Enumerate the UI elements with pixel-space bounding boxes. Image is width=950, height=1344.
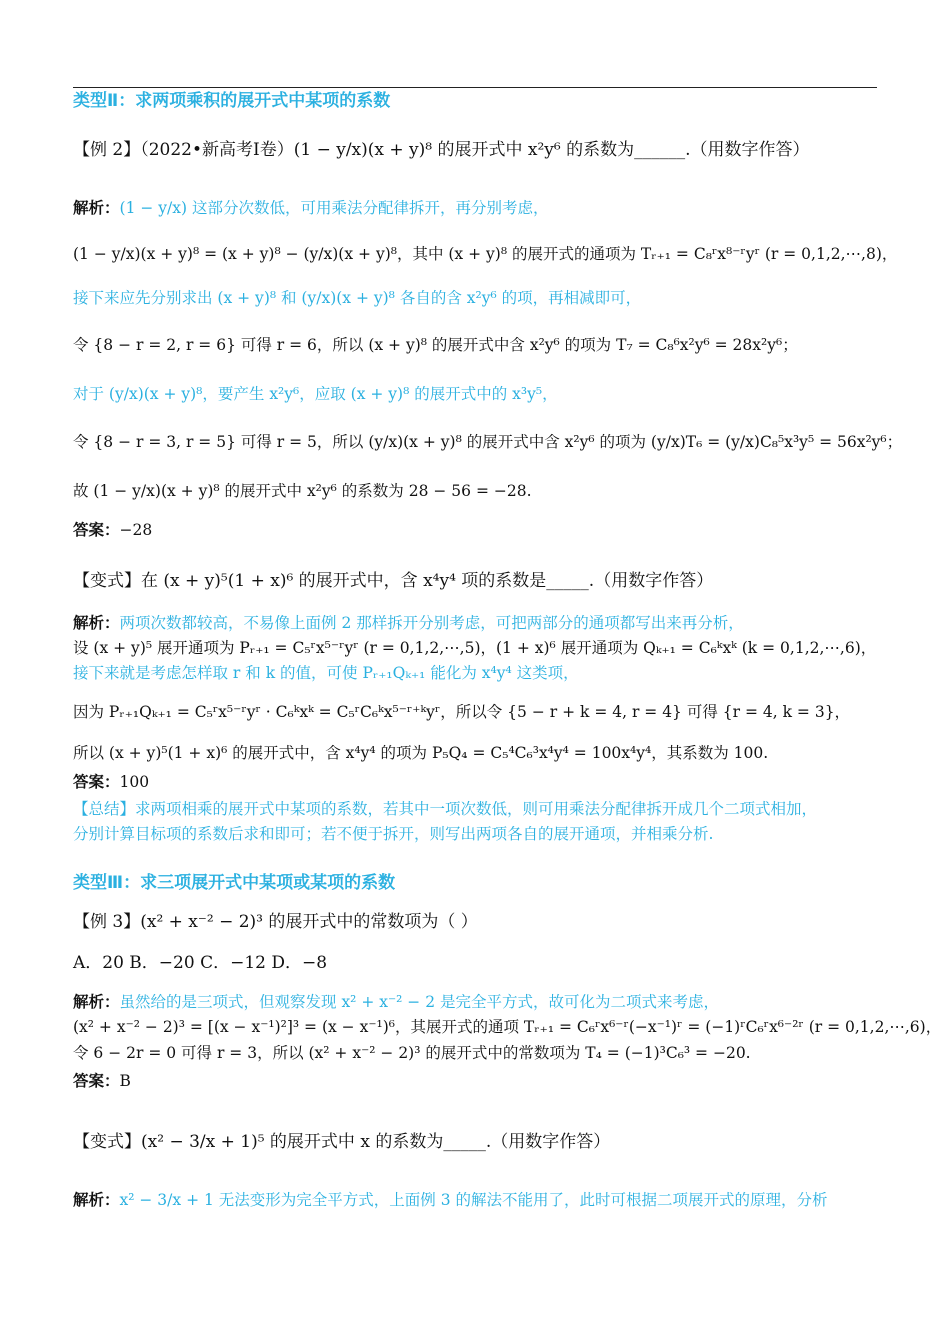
answer-value: −28 <box>119 521 153 539</box>
answer-label: 答案： <box>73 773 120 791</box>
solution-line: 接下来应先分别求出 (x + y)⁸ 和 (y/x)(x + y)⁸ 各自的含 x²y⁶ 的项，再相减即可， <box>73 289 642 307</box>
solution-line <box>73 1190 828 1210</box>
answer-value: 100 <box>119 773 150 791</box>
solution-label: 解析： <box>73 993 120 1011</box>
solution-line <box>73 992 719 1012</box>
solution-text: x² − 3/x + 1 无法变形为完全平方式，上面例 3 的解法不能用了，此时可根据二项展开式的原理，分析 <box>119 1191 828 1209</box>
solution-text: 两项次数都较高，不易像上面例 2 那样拆开分别考虑，可把两部分的通项都写出来再分析， <box>119 614 744 632</box>
answer-line <box>73 520 152 540</box>
summary-line: 分别计算目标项的系数后求和即可；若不便于拆开，则写出两项各自的展开通项，并相乘分析. <box>73 825 714 843</box>
solution-line: 设 (x + y)⁵ 展开通项为 Pᵣ₊₁ = C₅ʳx⁵⁻ʳyʳ (r = 0,1,2,⋯,5)，(1 + x)⁶ 展开通项为 Qₖ₊₁ = C₆ᵏxᵏ (k = 0,1,2,⋯,6)， <box>73 639 877 657</box>
answer-line <box>73 1071 131 1091</box>
solution-line: 接下来就是考虑怎样取 r 和 k 的值，可使 Pᵣ₊₁Qₖ₊₁ 能化为 x⁴y⁴ 这类项， <box>73 664 579 682</box>
solution-line: 故 (1 − y/x)(x + y)⁸ 的展开式中 x²y⁶ 的系数为 28 − 56 = −28. <box>73 482 532 500</box>
solution-text: (1 − y/x) 这部分次数低，可用乘法分配律拆开，再分别考虑， <box>119 199 549 217</box>
variant-question: 【变式】在 (x + y)⁵(1 + x)⁶ 的展开式中，含 x⁴y⁴ 项的系数是_____.（用数字作答） <box>73 571 714 591</box>
answer-label: 答案： <box>73 521 120 539</box>
solution-line: 对于 (y/x)(x + y)⁸，要产生 x²y⁶，应取 (x + y)⁸ 的展开式中的 x³y⁵， <box>73 385 558 403</box>
section-heading-type-3: 类型Ⅲ：求三项展开式中某项或某项的系数 <box>73 873 396 893</box>
solution-line <box>73 198 548 218</box>
section-heading-type-2: 类型Ⅱ：求两项乘积的展开式中某项的系数 <box>73 91 391 111</box>
solution-label: 解析： <box>73 199 120 217</box>
summary-line <box>73 799 817 819</box>
solution-line: 所以 (x + y)⁵(1 + x)⁶ 的展开式中，含 x⁴y⁴ 的项为 P₅Q₄ = C₅⁴C₆³x⁴y⁴ = 100x⁴y⁴，其系数为 100. <box>73 744 769 762</box>
top-rule <box>73 87 877 88</box>
solution-label: 解析： <box>73 1191 120 1209</box>
summary-text: 求两项相乘的展开式中某项的系数，若其中一项次数低，则可用乘法分配律拆开成几个二项式相加， <box>135 800 818 818</box>
solution-text: 虽然给的是三项式，但观察发现 x² + x⁻² − 2 是完全平方式，故可化为二项式来考虑， <box>119 993 720 1011</box>
solution-line: (x² + x⁻² − 2)³ = [(x − x⁻¹)²]³ = (x − x⁻¹)⁶，其展开式的通项 Tᵣ₊₁ = C₆ʳx⁶⁻ʳ(−x⁻¹)ʳ = (−1)ʳC₆ʳx⁶⁻²ʳ (r = 0,1,2,⋯,6)， <box>73 1018 942 1036</box>
solution-line: 因为 Pᵣ₊₁Qₖ₊₁ = C₅ʳx⁵⁻ʳyʳ · C₆ᵏxᵏ = C₅ʳC₆ᵏx⁵⁻ʳ⁺ᵏyʳ，所以令 {5 − r + k = 4, r = 4} 可得 {r = 4, k = 3}， <box>73 703 851 721</box>
answer-line <box>73 772 149 792</box>
solution-line: 令 6 − 2r = 0 可得 r = 3，所以 (x² + x⁻² − 2)³ 的展开式中的常数项为 T₄ = (−1)³C₆³ = −20. <box>73 1044 751 1062</box>
variant-question: 【变式】(x² − 3/x + 1)⁵ 的展开式中 x 的系数为_____.（用数字作答） <box>73 1132 611 1152</box>
solution-line: (1 − y/x)(x + y)⁸ = (x + y)⁸ − (y/x)(x + y)⁸，其中 (x + y)⁸ 的展开式的通项为 Tᵣ₊₁ = C₈ʳx⁸⁻ʳyʳ (r = 0,1,2,⋯,8)， <box>73 245 898 263</box>
solution-line <box>73 613 744 633</box>
answer-value: B <box>119 1072 131 1090</box>
example-3-options: A．20 B．−20 C．−12 D．−8 <box>73 953 328 973</box>
solution-line: 令 {8 − r = 2, r = 6} 可得 r = 6，所以 (x + y)⁸ 的展开式中含 x²y⁶ 的项为 T₇ = C₈⁶x²y⁶ = 28x²y⁶； <box>73 336 798 354</box>
solution-label: 解析： <box>73 614 120 632</box>
example-3-question: 【例 3】(x² + x⁻² − 2)³ 的展开式中的常数项为（ ） <box>73 912 478 932</box>
example-2-question: 【例 2】（2022•新高考Ⅰ卷）(1 − y/x)(x + y)⁸ 的展开式中 x²y⁶ 的系数为______.（用数字作答） <box>73 140 810 160</box>
solution-line: 令 {8 − r = 3, r = 5} 可得 r = 5，所以 (y/x)(x + y)⁸ 的展开式中含 x²y⁶ 的项为 (y/x)T₆ = (y/x)C₈⁵x³y⁵ = 56x²y⁶； <box>73 433 903 451</box>
summary-tag: 【总结】 <box>73 800 136 818</box>
answer-label: 答案： <box>73 1072 120 1090</box>
